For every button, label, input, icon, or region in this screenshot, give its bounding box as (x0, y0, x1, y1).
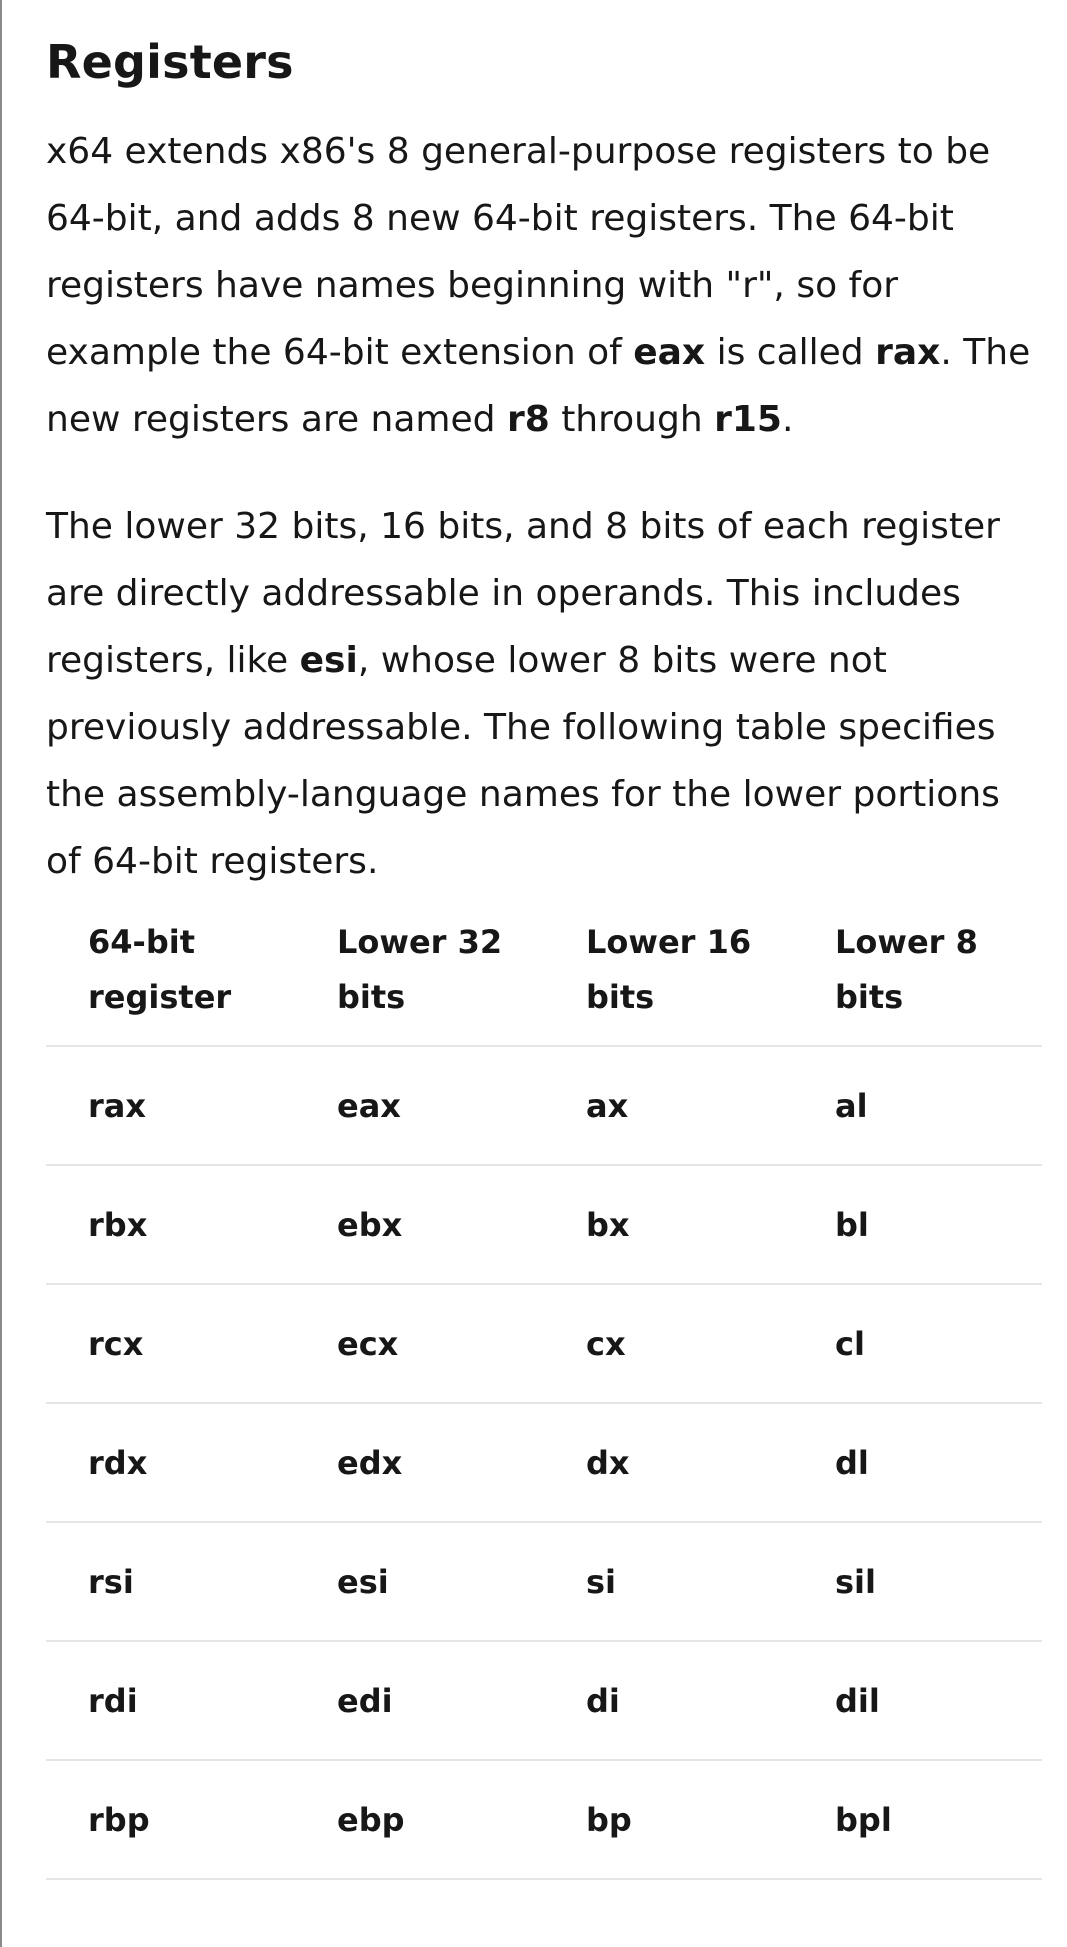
column-header-64-bit: 64-bit register (46, 905, 295, 1046)
table-cell: edi (295, 1641, 544, 1760)
table-cell: ax (544, 1046, 793, 1165)
table-cell: dx (544, 1403, 793, 1522)
table-row (46, 1641, 1042, 1760)
table-cell: ecx (295, 1284, 544, 1403)
table-cell: rdi (46, 1641, 295, 1760)
bold-register-name: rax (875, 332, 941, 373)
table-cell: rdx (46, 1403, 295, 1522)
table-cell: dil (793, 1641, 1042, 1760)
table-cell: ebx (295, 1165, 544, 1284)
table-cell: ebp (295, 1760, 544, 1879)
table-cell: rcx (46, 1284, 295, 1403)
register-table (46, 905, 1042, 1880)
table-cell: si (544, 1522, 793, 1641)
column-header-lower-32: Lower 32 bits (295, 905, 544, 1046)
table-header-row (46, 905, 1042, 1046)
column-header-lower-8: Lower 8 bits (793, 905, 1042, 1046)
table-row (46, 1522, 1042, 1641)
table-cell: edx (295, 1403, 544, 1522)
table-row (46, 1760, 1042, 1879)
paragraph-text: x64 extends x86's 8 general-purpose registers to be 64-bit, and adds 8 new 64-bit registers. The 64-bit registers have names beginning with "r", so for example the 64-bit extension of (46, 131, 991, 373)
table-row (46, 1046, 1042, 1165)
table-cell: eax (295, 1046, 544, 1165)
paragraph-text: through (549, 399, 715, 440)
table-row (46, 1403, 1042, 1522)
table-cell: al (793, 1046, 1042, 1165)
paragraph-text: , whose lower 8 bits were not previously addressable. The following table specifies the assembly-language names for the lower portions of 64-bit registers. (46, 640, 1000, 882)
paragraph-text: . (781, 399, 794, 440)
table-cell: bl (793, 1165, 1042, 1284)
table-cell: rax (46, 1046, 295, 1165)
table-cell: rbp (46, 1760, 295, 1879)
bold-register-name: r15 (714, 399, 782, 440)
table-row (46, 1165, 1042, 1284)
table-cell: cl (793, 1284, 1042, 1403)
table-cell: rbx (46, 1165, 295, 1284)
section-heading: Registers (46, 35, 294, 89)
paragraph-lower-bits (46, 493, 1042, 895)
article-content (46, 26, 1042, 1880)
table-cell: sil (793, 1522, 1042, 1641)
bold-register-name: r8 (506, 399, 550, 440)
table-cell: bpl (793, 1760, 1042, 1879)
paragraph-text: is called (705, 332, 876, 373)
paragraph-register-extension (46, 118, 1042, 453)
bold-register-name: eax (633, 332, 706, 373)
column-header-lower-16: Lower 16 bits (544, 905, 793, 1046)
table-row (46, 1284, 1042, 1403)
table-cell: di (544, 1641, 793, 1760)
table-cell: dl (793, 1403, 1042, 1522)
table-cell: cx (544, 1284, 793, 1403)
bold-register-name: esi (299, 640, 358, 681)
table-cell: bx (544, 1165, 793, 1284)
table-cell: bp (544, 1760, 793, 1879)
paragraph-text: The lower 32 bits, 16 bits, and 8 bits of each register are directly addressable in operands. This includes registers, like (46, 506, 1000, 681)
table-cell: rsi (46, 1522, 295, 1641)
table-cell: esi (295, 1522, 544, 1641)
paragraph-text: . The new registers are named (46, 332, 1031, 440)
